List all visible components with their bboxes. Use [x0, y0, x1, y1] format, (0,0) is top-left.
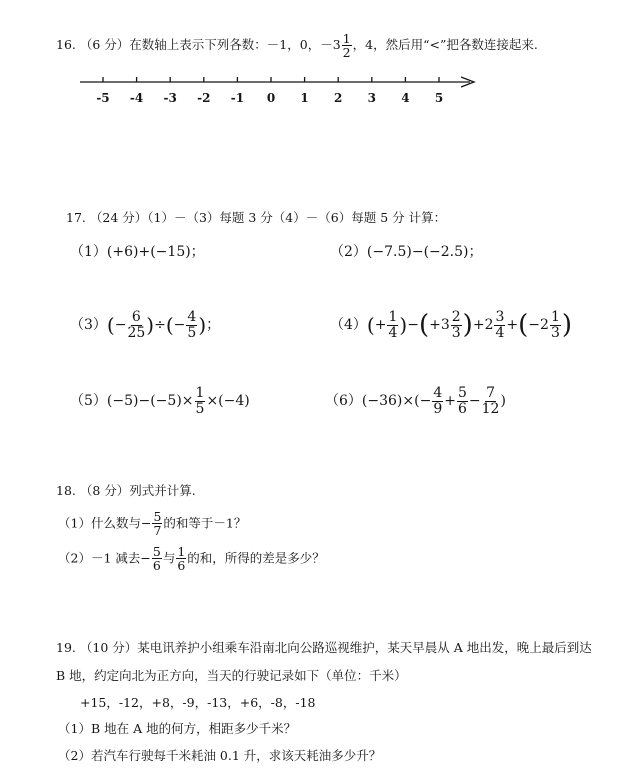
number-line-tick-label: -5 [96, 91, 110, 105]
paren: ) [561, 310, 573, 341]
frac-num: 7 [486, 385, 496, 401]
q17-p5-frac [195, 386, 206, 416]
paren: ( [366, 313, 375, 338]
number-line-tick-label: -2 [197, 91, 211, 105]
q17-p1-label: （1） [70, 244, 107, 260]
paren: ( [418, 310, 430, 341]
number-line-tick-label: 0 [266, 91, 276, 105]
q17-p2-expr: (−7.5)−(−2.5)； [366, 244, 483, 260]
q17-problem-1 [70, 245, 205, 259]
q16-fraction-num: 1 [342, 31, 351, 46]
q17-p6-tail: ) [500, 393, 506, 410]
number-line-tick-label: -3 [163, 91, 177, 105]
paren: ) [462, 310, 473, 341]
number-line [0, 70, 619, 110]
number-line-tick-label: 5 [434, 91, 444, 105]
q17-header [66, 212, 446, 225]
plus-sign: + [472, 317, 485, 334]
frac-den: 3 [550, 324, 560, 341]
frac-num: 5 [152, 544, 161, 559]
q16-fraction [342, 32, 352, 59]
frac-num: 4 [187, 309, 197, 325]
frac-den: 3 [451, 324, 461, 341]
q17-p3-frac-b [186, 310, 197, 340]
q18-p1-frac [152, 510, 162, 537]
semicolon: ； [206, 317, 221, 334]
q17-problem-6 [325, 386, 506, 416]
mixed-whole: 3 [440, 317, 450, 334]
q18-p2-text-a: （2）－1 减去 [58, 550, 141, 566]
frac-den: 6 [152, 558, 161, 574]
frac-num: 6 [131, 309, 141, 325]
q17-problem-4 [330, 310, 572, 340]
plus-sign: + [444, 393, 456, 410]
plus-sign: + [374, 317, 387, 334]
q19-number: 19. [56, 640, 76, 655]
q18-number: 18. [56, 483, 76, 498]
q19-part-2: （2）若汽车行驶每千米耗油 0.1 升，求该天耗油多少升？ [58, 748, 382, 763]
q19-line-1 [56, 642, 592, 655]
frac-den: 12 [481, 400, 500, 417]
minus-sign: − [140, 550, 151, 566]
minus-sign: − [407, 317, 419, 334]
number-line-tick-label: 3 [367, 91, 376, 105]
number-line-tick-label: -4 [129, 91, 144, 105]
number-line-tick-label: -1 [230, 91, 245, 105]
q17-p6-frac-c [482, 386, 500, 416]
q18-p2-mid: 与 [162, 550, 176, 566]
q16-fraction-den: 2 [342, 45, 351, 61]
plus-sign: + [429, 317, 441, 334]
frac-den: 7 [153, 523, 162, 539]
q17-p6-lead: (−36)×(− [361, 393, 432, 410]
q17-p4-label: （4） [330, 317, 367, 334]
q19-line-2: B 地，约定向北为正方向，当天的行驶记录如下（单位：千米） [56, 668, 407, 683]
minus-sign: − [114, 317, 127, 334]
q17-p2-label: （2） [330, 244, 367, 260]
q18-p2-frac-1 [152, 545, 162, 572]
q17-p1-expr: (+6)+(−15)； [106, 244, 205, 260]
q18-header-text: （8 分）列式并计算. [79, 483, 196, 498]
frac-den: 5 [195, 400, 205, 417]
frac-num: 1 [177, 544, 186, 559]
frac-den: 6 [457, 400, 467, 417]
q17-number: 17. [66, 210, 86, 225]
q19-part-1: （1）B 地在 A 地的何方，相距多少千米？ [58, 721, 297, 736]
paren: ( [165, 313, 174, 338]
q17-p4-frac-2 [451, 310, 462, 340]
mixed-whole: 2 [484, 317, 494, 334]
q17-p3-frac-a [127, 310, 145, 340]
paren: ) [399, 313, 408, 338]
q18-header [56, 485, 196, 498]
paren: ( [106, 313, 115, 338]
q16-text-a: （6 分）在数轴上表示下列各数：－1，0，－3 [79, 37, 341, 53]
paren: ) [198, 313, 207, 338]
q18-part-1 [58, 510, 246, 537]
q17-problem-2 [330, 245, 483, 259]
q17-p4-frac-1 [387, 310, 398, 340]
paren: ( [518, 310, 529, 341]
frac-num: 4 [433, 385, 443, 401]
frac-den: 4 [388, 324, 398, 341]
minus-sign: − [173, 317, 186, 334]
frac-den: 6 [177, 558, 186, 574]
frac-den: 5 [187, 324, 197, 341]
q19-line-1-text: （10 分）某电讯养护小组乘车沿南北向公路巡视维护，某天早晨从 A 地出发，晚上最后到达 [79, 640, 592, 655]
frac-num: 1 [195, 385, 205, 401]
frac-den: 4 [495, 324, 505, 341]
q16-number: 16. [56, 37, 76, 53]
q17-p6-label: （6） [325, 393, 362, 410]
q18-part-2 [58, 545, 325, 572]
paren: ) [146, 313, 155, 338]
frac-den: 9 [433, 400, 443, 417]
q17-header-text: （24 分）（1）－（3）每题 3 分（4）－（6）每题 5 分 计算： [89, 210, 447, 225]
minus-sign: − [528, 317, 541, 334]
frac-num: 1 [550, 309, 560, 325]
q17-p4-frac-3 [494, 310, 505, 340]
q18-p1-text-a: （1）什么数与 [58, 515, 141, 531]
q19-record: +15，-12，+8，-9，-13，+6，-8，-18 [80, 695, 316, 710]
number-line-tick-label: 1 [300, 91, 309, 105]
plus-sign: + [506, 317, 519, 334]
number-line-ticks [96, 77, 443, 105]
frac-num: 2 [451, 309, 461, 325]
q17-p6-frac-a [432, 386, 443, 416]
q18-p2-text-b: 的和，所得的差是多少？ [187, 550, 325, 566]
q17-p5-tail: ×(−4) [206, 393, 250, 410]
divide-sign: ÷ [154, 317, 166, 334]
q18-p1-text-b: 的和等于－1？ [163, 515, 247, 531]
frac-num: 3 [495, 309, 505, 325]
q17-p6-frac-b [457, 386, 468, 416]
q17-problem-3 [70, 310, 220, 340]
frac-num: 5 [457, 385, 467, 401]
q18-p2-frac-2 [176, 545, 186, 572]
number-line-tick-label: 2 [334, 91, 343, 105]
q17-p5-label: （5） [70, 393, 107, 410]
q17-p3-label: （3） [70, 317, 107, 334]
number-line-tick-label: 4 [401, 91, 410, 105]
frac-num: 5 [153, 509, 162, 524]
frac-den: 25 [127, 324, 146, 341]
frac-num: 1 [388, 309, 398, 325]
q17-p4-frac-4 [550, 310, 561, 340]
mixed-whole: 2 [540, 317, 549, 334]
q16-text-b: ，4，然后用“<”把各数连接起来. [352, 37, 538, 53]
minus-sign: − [468, 393, 481, 410]
q17-p5-lead: (−5)−(−5)× [106, 393, 194, 410]
q17-problem-5 [70, 386, 250, 416]
minus-sign: − [140, 515, 152, 531]
q16-line [56, 32, 538, 59]
